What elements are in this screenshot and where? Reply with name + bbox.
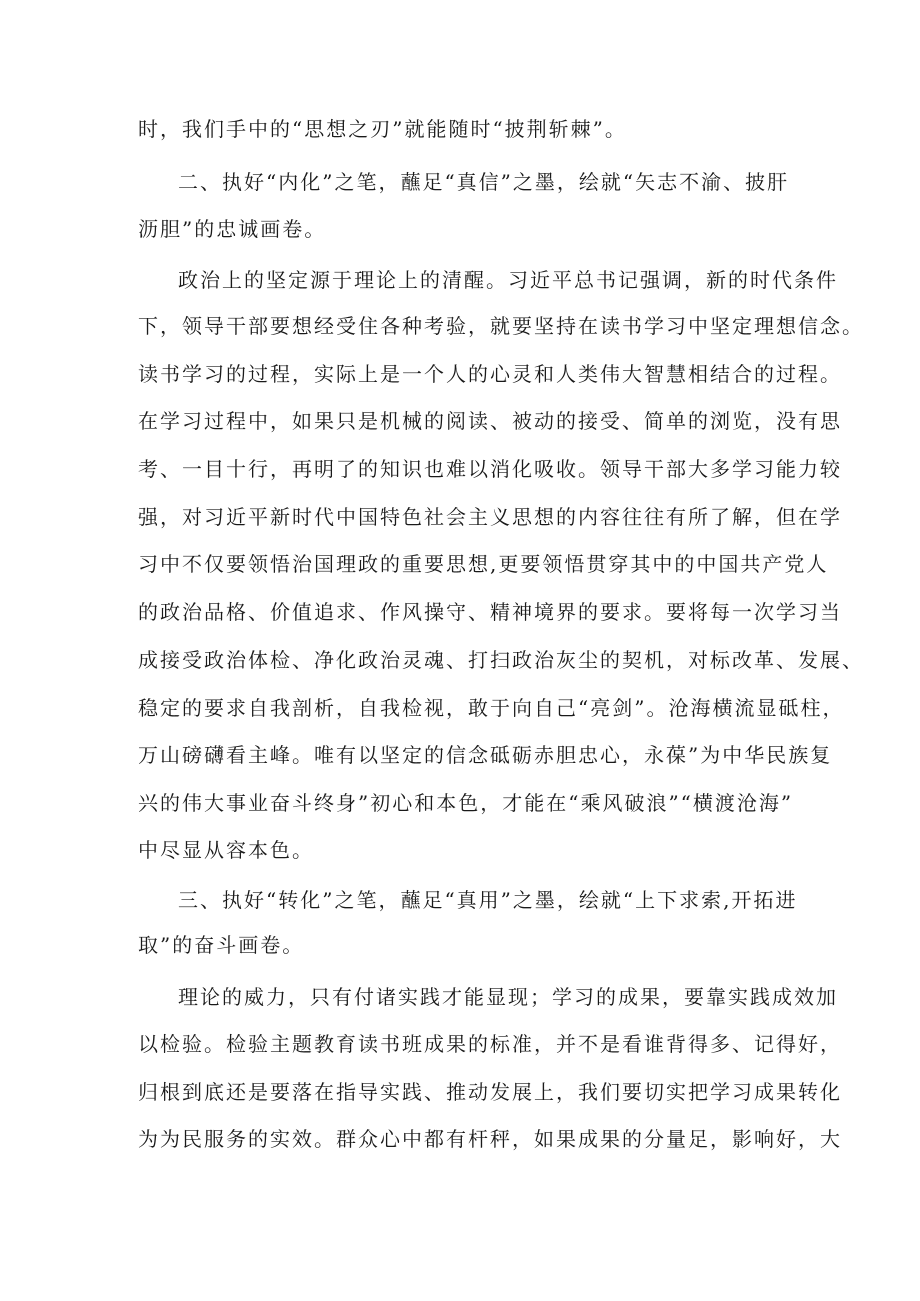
text-line: 理论的威力，只有付诸实践才能显现；学习的成果，要靠实践成效加 <box>178 985 838 1009</box>
heading-line: 二、执好“内化”之笔，蘸足“真信”之墨，绘就“矢志不渝、披肝 <box>178 170 790 194</box>
text-line: 成接受政治体检、净化政治灵魂、打扫政治灰尘的契机，对标改革、发展、 <box>138 648 864 672</box>
text-line: 在学习过程中，如果只是机械的阅读、被动的接受、简单的浏览，没有思 <box>138 409 842 433</box>
text-line: 下，领导干部要想经受住各种考验，就要坚持在读书学习中坚定理想信念。 <box>138 314 864 338</box>
text-line: 强，对习近平新时代中国特色社会主义思想的内容往往有所了解，但在学 <box>138 505 842 529</box>
text-line: 考、一目十行，再明了的知识也难以消化吸收。领导干部大多学习能力较 <box>138 457 842 481</box>
text-line: 稳定的要求自我剖析，自我检视，敢于向自己“亮剑”。沧海横流显砥柱， <box>138 696 845 720</box>
text-line: 万山磅礴看主峰。唯有以坚定的信念砥砺赤胆忠心，永葆”为中华民族复 <box>138 743 833 767</box>
heading-line: 取”的奋斗画卷。 <box>138 933 305 957</box>
text-line: 兴的伟大事业奋斗终身”初心和本色，才能在“乘风破浪”“横渡沧海” <box>138 791 794 815</box>
text-line: 时，我们手中的“思想之刃”就能随时“披荆斩棘”。 <box>138 117 627 141</box>
text-line: 中尽显从容本色。 <box>138 838 314 862</box>
text-line: 为为民服务的实效。群众心中都有杆秤，如果成果的分量足，影响好，大 <box>138 1127 842 1151</box>
text-line: 归根到底还是要落在指导实践、推动发展上，我们要切实把学习成果转化 <box>138 1080 842 1104</box>
text-line: 政治上的坚定源于理论上的清醒。习近平总书记强调，新的时代条件 <box>178 268 838 292</box>
text-line: 的政治品格、价值追求、作风操守、精神境界的要求。要将每一次学习当 <box>138 600 842 624</box>
heading-line: 沥胆”的忠诚画卷。 <box>138 217 327 241</box>
text-line: 以检验。检验主题教育读书班成果的标准，并不是看谁背得多、记得好， <box>138 1032 842 1056</box>
heading-line: 三、执好“转化”之笔，蘸足“真用”之墨，绘就“上下求索,开拓进 <box>178 888 798 912</box>
text-line: 读书学习的过程，实际上是一个人的心灵和人类伟大智慧相结合的过程。 <box>138 362 842 386</box>
text-line: 习中不仅要领悟治国理政的重要思想,更要领悟贯穿其中的中国共产党人 <box>138 552 829 576</box>
